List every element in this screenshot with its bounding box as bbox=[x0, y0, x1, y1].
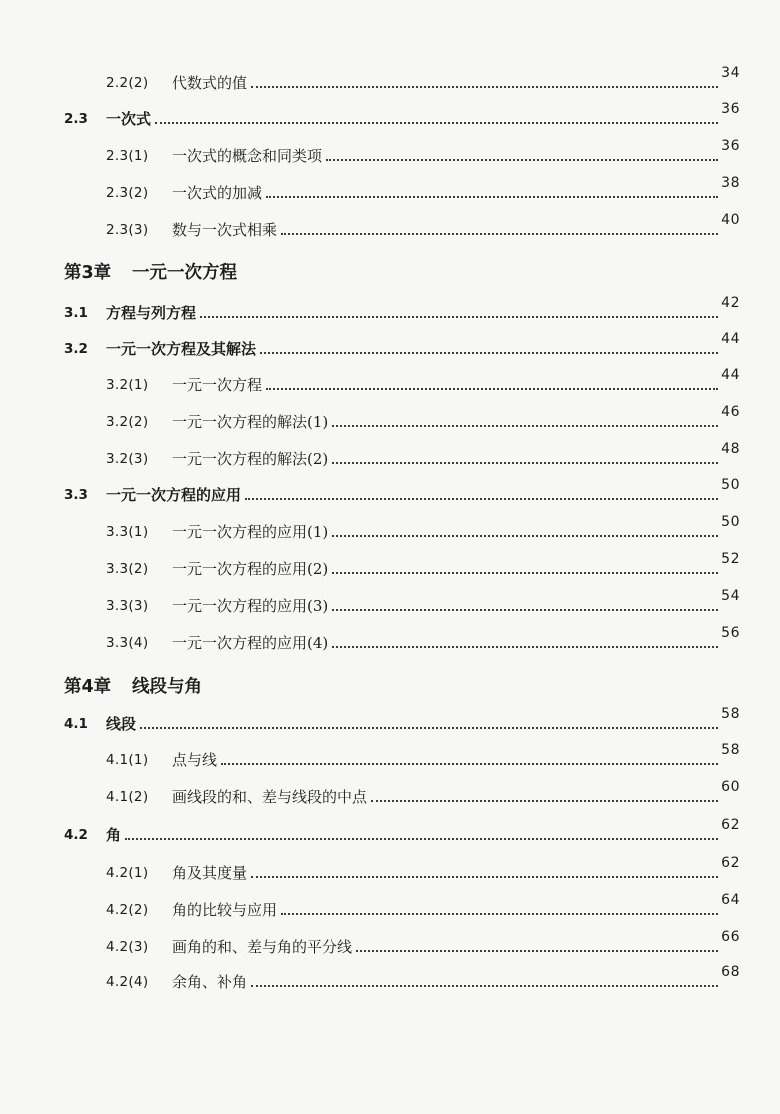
toc-entry[interactable] bbox=[0, 780, 780, 806]
entry-page: 58 bbox=[721, 706, 740, 722]
entry-page: 44 bbox=[721, 367, 740, 383]
entry-page: 36 bbox=[721, 138, 740, 154]
entry-title: 一元一次方程 bbox=[172, 376, 263, 394]
entry-page: 50 bbox=[721, 477, 740, 493]
toc-entry[interactable] bbox=[0, 626, 780, 652]
entry-number: 3.3(3) bbox=[106, 598, 149, 614]
toc-entry[interactable] bbox=[0, 515, 780, 541]
entry-title: 余角、补角 bbox=[172, 973, 248, 991]
entry-title: 一元一次方程及其解法 bbox=[106, 340, 257, 358]
entry-title: 点与线 bbox=[172, 751, 218, 769]
entry-number: 4.1(1) bbox=[106, 752, 149, 768]
entry-page: 62 bbox=[721, 817, 740, 833]
leader-dots bbox=[140, 726, 718, 729]
leader-dots bbox=[281, 232, 718, 235]
entry-title: 一次式 bbox=[106, 110, 152, 128]
entry-title: 数与一次式相乘 bbox=[172, 221, 278, 239]
entry-number: 3.1 bbox=[64, 305, 88, 321]
toc-entry[interactable] bbox=[0, 296, 780, 322]
entry-title: 角 bbox=[106, 826, 122, 844]
entry-number: 3.3(2) bbox=[106, 561, 149, 577]
entry-page: 46 bbox=[721, 404, 740, 420]
entry-page: 68 bbox=[721, 964, 740, 980]
leader-dots bbox=[251, 984, 718, 987]
entry-number: 2.3(2) bbox=[106, 185, 149, 201]
toc-entry[interactable] bbox=[0, 405, 780, 431]
leader-dots bbox=[332, 461, 718, 464]
toc-entry[interactable] bbox=[0, 589, 780, 615]
entry-page: 48 bbox=[721, 441, 740, 457]
leader-dots bbox=[260, 351, 718, 354]
entry-page: 44 bbox=[721, 331, 740, 347]
leader-dots bbox=[266, 387, 718, 390]
entry-page: 56 bbox=[721, 625, 740, 641]
leader-dots bbox=[155, 121, 718, 124]
chapter-number: 第4章 bbox=[64, 677, 112, 697]
toc-entry[interactable] bbox=[0, 707, 780, 733]
entry-title: 一次式的概念和同类项 bbox=[172, 147, 323, 165]
toc-entry[interactable] bbox=[0, 368, 780, 394]
leader-dots bbox=[221, 762, 718, 765]
toc-entry[interactable] bbox=[0, 442, 780, 468]
leader-dots bbox=[332, 424, 718, 427]
entry-page: 38 bbox=[721, 175, 740, 191]
entry-title: 一次式的加减 bbox=[172, 184, 263, 202]
toc-entry[interactable] bbox=[0, 552, 780, 578]
entry-title: 一元一次方程的应用(1) bbox=[172, 523, 329, 541]
leader-dots bbox=[281, 912, 718, 915]
entry-number: 4.2(4) bbox=[106, 974, 149, 990]
entry-page: 36 bbox=[721, 101, 740, 117]
toc-entry[interactable] bbox=[0, 213, 780, 239]
entry-number: 3.3 bbox=[64, 487, 88, 503]
entry-number: 3.2(2) bbox=[106, 414, 149, 430]
entry-title: 一元一次方程的应用 bbox=[106, 486, 242, 504]
entry-page: 50 bbox=[721, 514, 740, 530]
entry-number: 3.2(3) bbox=[106, 451, 149, 467]
leader-dots bbox=[125, 837, 718, 840]
entry-title: 一元一次方程的应用(3) bbox=[172, 597, 329, 615]
entry-number: 2.3 bbox=[64, 111, 88, 127]
leader-dots bbox=[200, 315, 718, 318]
entry-page: 40 bbox=[721, 212, 740, 228]
entry-number: 4.2(1) bbox=[106, 865, 149, 881]
entry-page: 58 bbox=[721, 742, 740, 758]
chapter-heading[interactable] bbox=[64, 256, 237, 284]
chapter-title: 一元一次方程 bbox=[132, 263, 237, 283]
leader-dots bbox=[251, 875, 718, 878]
toc-entry[interactable] bbox=[0, 965, 780, 991]
leader-dots bbox=[332, 571, 718, 574]
entry-number: 2.3(3) bbox=[106, 222, 149, 238]
entry-title: 一元一次方程的解法(1) bbox=[172, 413, 329, 431]
leader-dots bbox=[326, 158, 718, 161]
leader-dots bbox=[371, 799, 718, 802]
leader-dots bbox=[266, 195, 718, 198]
entry-number: 3.3(4) bbox=[106, 635, 149, 651]
toc-entry[interactable] bbox=[0, 856, 780, 882]
toc-entry[interactable] bbox=[0, 930, 780, 956]
chapter-title: 线段与角 bbox=[132, 677, 202, 697]
entry-page: 54 bbox=[721, 588, 740, 604]
leader-dots bbox=[245, 497, 718, 500]
entry-title: 一元一次方程的应用(2) bbox=[172, 560, 329, 578]
entry-title: 一元一次方程的解法(2) bbox=[172, 450, 329, 468]
entry-title: 代数式的值 bbox=[172, 74, 248, 92]
entry-title: 线段 bbox=[106, 715, 137, 733]
toc-entry[interactable] bbox=[0, 139, 780, 165]
toc-entry[interactable] bbox=[0, 176, 780, 202]
toc-entry[interactable] bbox=[0, 102, 780, 128]
entry-page: 66 bbox=[721, 929, 740, 945]
leader-dots bbox=[251, 85, 718, 88]
toc-entry[interactable] bbox=[0, 893, 780, 919]
entry-title: 角及其度量 bbox=[172, 864, 248, 882]
entry-number: 2.3(1) bbox=[106, 148, 149, 164]
leader-dots bbox=[356, 949, 718, 952]
entry-number: 4.2(2) bbox=[106, 902, 149, 918]
entry-number: 4.1(2) bbox=[106, 789, 149, 805]
entry-number: 3.2(1) bbox=[106, 377, 149, 393]
chapter-number: 第3章 bbox=[64, 263, 112, 283]
leader-dots bbox=[332, 608, 718, 611]
entry-number: 4.1 bbox=[64, 716, 88, 732]
leader-dots bbox=[332, 534, 718, 537]
entry-page: 62 bbox=[721, 855, 740, 871]
entry-number: 3.2 bbox=[64, 341, 88, 357]
entry-number: 3.3(1) bbox=[106, 524, 149, 540]
entry-number: 4.2(3) bbox=[106, 939, 149, 955]
entry-number: 4.2 bbox=[64, 827, 88, 843]
toc-entry[interactable] bbox=[0, 332, 780, 358]
entry-page: 60 bbox=[721, 779, 740, 795]
entry-title: 一元一次方程的应用(4) bbox=[172, 634, 329, 652]
toc-entry[interactable] bbox=[0, 818, 780, 844]
entry-title: 方程与列方程 bbox=[106, 304, 197, 322]
entry-number: 2.2(2) bbox=[106, 75, 149, 91]
entry-title: 画线段的和、差与线段的中点 bbox=[172, 788, 368, 806]
entry-page: 42 bbox=[721, 295, 740, 311]
entry-page: 64 bbox=[721, 892, 740, 908]
toc-entry[interactable] bbox=[0, 743, 780, 769]
toc-entry[interactable] bbox=[0, 478, 780, 504]
entry-title: 角的比较与应用 bbox=[172, 901, 278, 919]
entry-title: 画角的和、差与角的平分线 bbox=[172, 938, 353, 956]
entry-page: 34 bbox=[721, 65, 740, 81]
leader-dots bbox=[332, 645, 718, 648]
chapter-heading[interactable] bbox=[64, 670, 202, 698]
toc-entry[interactable] bbox=[0, 66, 780, 92]
entry-page: 52 bbox=[721, 551, 740, 567]
